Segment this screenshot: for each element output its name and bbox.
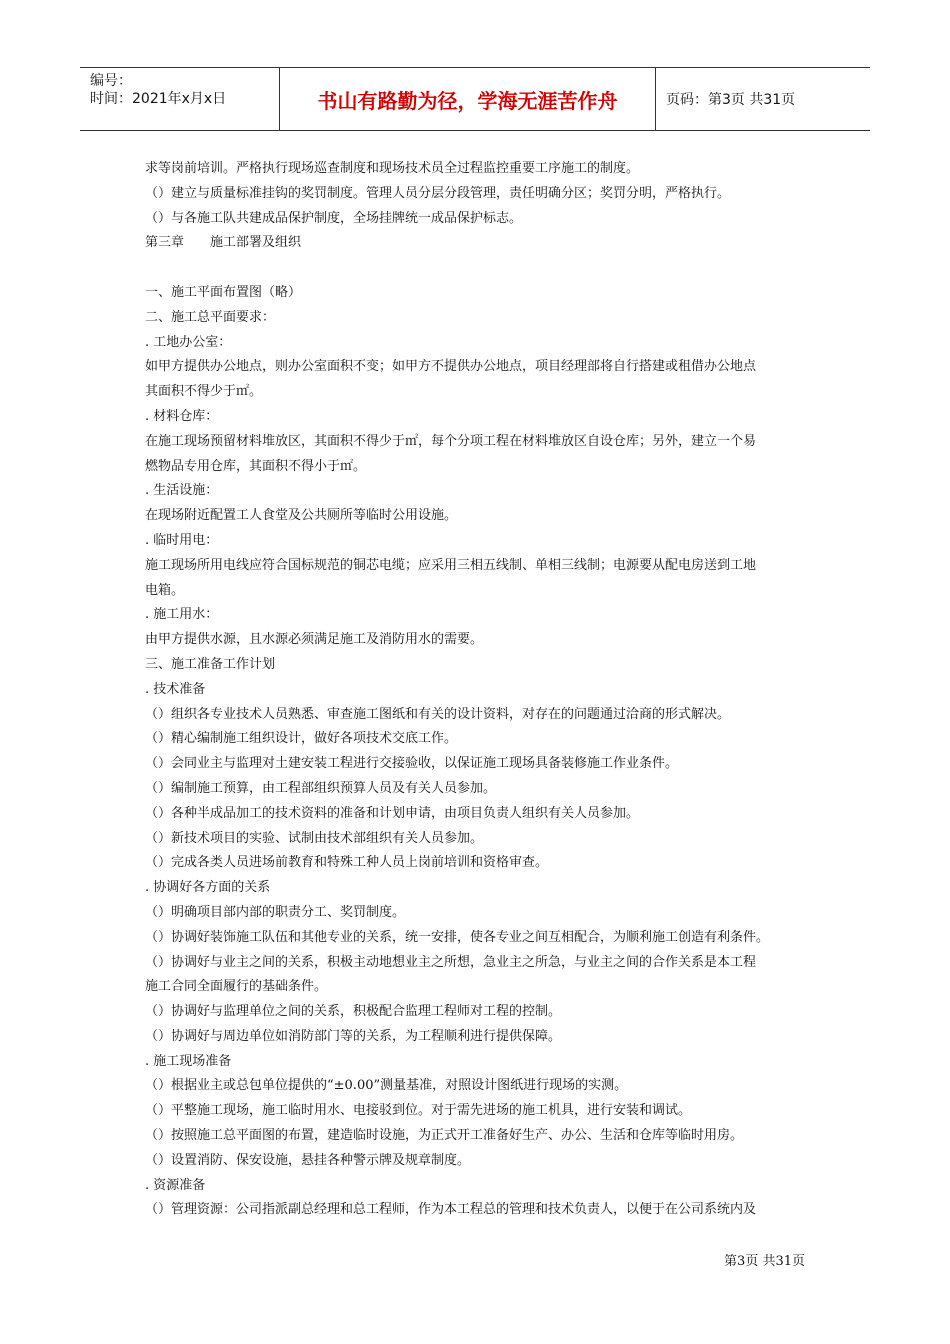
text-line: 二、施工总平面要求： <box>145 309 276 325</box>
text-line: 由甲方提供水源，且水源必须满足施工及消防用水的需要。 <box>145 632 484 648</box>
text-line: （）管理资源：公司指派副总经理和总工程师，作为本工程总的管理和技术负责人，以便于在公司系统内及 <box>145 1202 757 1218</box>
text-line: 电箱。 <box>145 582 185 598</box>
text-line: 三、施工准备工作计划 <box>145 656 276 672</box>
text-line: （）新技术项目的实验、试制由技术部组织有关人员参加。 <box>145 830 484 846</box>
document-time-label: 时间：2021年x月x日 <box>90 91 227 107</box>
text-line: 施工现场所用电线应符合国标规范的铜芯电缆；应采用三相五线制、单相三线制；电源要从配电房送到工地 <box>145 557 757 573</box>
text-line: 施工合同全面履行的基础条件。 <box>145 979 328 995</box>
text-line: 在施工现场预留材料堆放区，其面积不得少于㎡，每个分项工程在材料堆放区自设仓库；另外，建立一个易 <box>145 433 757 449</box>
text-line: 如甲方提供办公地点，则办公室面积不变；如甲方不提供办公地点，项目经理部将自行搭建或租借办公地点 <box>145 359 757 375</box>
text-line: . 生活设施： <box>145 483 219 499</box>
text-line: （）各种半成品加工的技术资料的准备和计划申请，由项目负责人组织有关人员参加。 <box>145 805 640 821</box>
text-line: （）根据业主或总包单位提供的“±0.00”测量基准，对照设计图纸进行现场的实测。 <box>145 1078 628 1094</box>
text-line: （）与各施工队共建成品保护制度，全场挂牌统一成品保护标志。 <box>145 210 523 226</box>
text-line: （）明确项目部内部的职责分工、奖罚制度。 <box>145 904 406 920</box>
text-line: （）按照施工总平面图的布置，建造临时设施，为正式开工准备好生产、办公、生活和仓库等临时用房。 <box>145 1128 744 1144</box>
text-line: （）协调好与周边单位如消防部门等的关系，为工程顺利进行提供保障。 <box>145 1028 562 1044</box>
page-footer-number: 第3页 共31页 <box>724 1254 805 1269</box>
header-meta <box>80 68 280 130</box>
text-line: （）设置消防、保安设施，悬挂各种警示牌及规章制度。 <box>145 1152 471 1168</box>
text-line: （）建立与质量标准挂钩的奖罚制度。管理人员分层分段管理，责任明确分区；奖罚分明，严格执行。 <box>145 185 731 201</box>
text-line: （）组织各专业技术人员熟悉、审查施工图纸和有关的设计资料，对存在的问题通过洽商的形式解决。 <box>145 706 731 722</box>
text-line: . 施工现场准备 <box>145 1053 232 1069</box>
text-line: 在现场附近配置工人食堂及公共厕所等临时公用设施。 <box>145 508 458 524</box>
text-line: . 施工用水： <box>145 607 219 623</box>
page-header <box>80 67 870 131</box>
text-line: （）协调好与监理单位之间的关系，积极配合监理工程师对工程的控制。 <box>145 1004 562 1020</box>
text-line: （）会同业主与监理对土建安装工程进行交接验收，以保证施工现场具备装修施工作业条件。 <box>145 756 679 772</box>
text-line: . 临时用电： <box>145 532 219 548</box>
text-line: （）协调好装饰施工队伍和其他专业的关系，统一安排，使各专业之间互相配合，为顺利施工创造有利条件。 <box>145 929 770 945</box>
text-line: （）精心编制施工组织设计，做好各项技术交底工作。 <box>145 731 458 747</box>
text-line: 一、施工平面布置图（略） <box>145 284 302 300</box>
text-line: . 协调好各方面的关系 <box>145 880 271 896</box>
text-line: 其面积不得少于㎡。 <box>145 384 263 400</box>
document-body <box>145 157 815 1223</box>
header-page-number: 页码：第3页 共31页 <box>666 92 796 108</box>
text-line: 燃物品专用仓库，其面积不得小于㎡。 <box>145 458 367 474</box>
header-motto: 书山有路勤为径，学海无涯苦作舟 <box>280 68 656 130</box>
text-line: . 资源准备 <box>145 1177 206 1193</box>
text-line: （）编制施工预算，由工程部组织预算人员及有关人员参加。 <box>145 780 497 796</box>
text-line: 第三章 施工部署及组织 <box>145 235 302 251</box>
text-line: （）完成各类人员进场前教育和特殊工种人员上岗前培训和资格审查。 <box>145 855 549 871</box>
document-number-label: 编号： <box>90 73 132 89</box>
blank-line <box>145 256 815 281</box>
text-line: . 技术准备 <box>145 681 206 697</box>
text-line: （）平整施工现场，施工临时用水、电接驳到位。对于需先进场的施工机具，进行安装和调试。 <box>145 1103 692 1119</box>
text-line: . 工地办公室： <box>145 334 232 350</box>
text-line: 求等岗前培训。严格执行现场巡查制度和现场技术员全过程监控重要工序施工的制度。 <box>145 161 640 176</box>
text-line: . 材料仓库： <box>145 408 219 424</box>
text-line: （）协调好与业主之间的关系，积极主动地想业主之所想，急业主之所急，与业主之间的合作关系是本工程 <box>145 954 757 970</box>
